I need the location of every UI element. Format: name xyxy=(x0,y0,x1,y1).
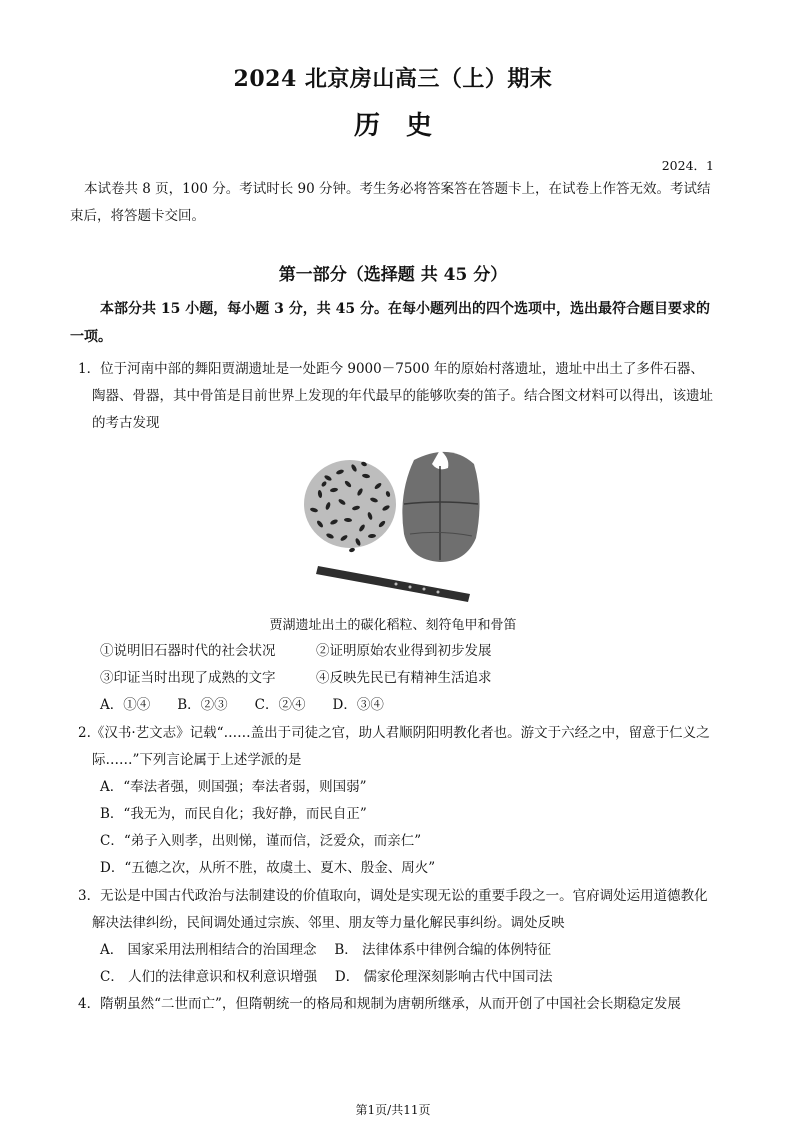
tortoise-shell-image xyxy=(402,450,479,562)
question-2-option-b: B．“我无为，而民自化；我好静，而民自正” xyxy=(100,806,367,822)
question-3-options-ab: A． 国家采用法刑相结合的治国理念 B． 法律体系中律例合编的体例特征 xyxy=(100,942,552,958)
statement-3: ③印证当时出现了成熟的文字 xyxy=(100,670,276,686)
question-3-options-cd: C． 人们的法律意识和权利意识增强 D． 儒家伦理深刻影响古代中国司法 xyxy=(100,969,553,985)
rice-grains-image xyxy=(304,460,396,553)
artifacts-illustration xyxy=(300,438,486,608)
exam-date: 2024．1 xyxy=(661,158,714,173)
statement-4: ④反映先民已有精神生活追求 xyxy=(316,670,492,686)
page-number: 第1页/共11页 xyxy=(355,1103,431,1117)
question-1 xyxy=(70,356,716,437)
document-title: 2024 北京房山高三（上）期末 xyxy=(233,66,553,92)
subject-heading: 历 史 xyxy=(353,111,432,141)
question-2-option-a: A．“奉法者强，则国强；奉法者弱，则国弱” xyxy=(100,779,367,795)
question-3-stem: 3．无讼是中国古代政治与法制建设的价值取向，调处是实现无讼的重要手段之一。官府调处运用道德教化解决法律纠纷，民间调处通过宗族、邻里、朋友等力量化解民事纠纷。调处反映 xyxy=(78,888,708,931)
question-4-stem: 4．隋朝虽然“二世而亡”，但隋朝统一的格局和规制为唐朝所继承，从而开创了中国社会长期稳定发展 xyxy=(78,996,681,1012)
section-title: 第一部分（选择题 共 45 分） xyxy=(278,265,508,285)
jiahu-artifacts-figure xyxy=(300,438,486,608)
question-4 xyxy=(70,991,716,1018)
question-2-option-d: D．“五德之次，从所不胜，故虞土、夏木、殷金、周火” xyxy=(100,860,436,876)
exam-instructions: 本试卷共 8 页，100 分。考试时长 90 分钟。考生务必将答案答在答题卡上，在试卷上作答无效。考试结束后，将答题卡交回。 xyxy=(70,181,711,224)
question-1-stem: 1．位于河南中部的舞阳贾湖遗址是一处距今 9000－7500 年的原始村落遗址，遗址中出土了多件石器、陶器、骨器，其中骨笛是目前世界上发现的年代最早的能够吹奏的笛子。结合图文材料可以得出，该遗址的考古发现 xyxy=(78,361,713,431)
statement-2: ②证明原始农业得到初步发展 xyxy=(316,643,492,659)
figure-caption: 贾湖遗址出土的碳化稻粒、刻符龟甲和骨笛 xyxy=(269,618,517,633)
question-3 xyxy=(70,883,716,937)
question-2-stem: 2.《汉书·艺文志》记载“……盖出于司徒之官，助人君顺阴阳明教化者也。游文于六经之中，留意于仁义之际……”下列言论属于上述学派的是 xyxy=(78,725,710,768)
question-1-options: A．①④ B．②③ C．②④ D．③④ xyxy=(100,697,384,713)
statement-1: ①说明旧石器时代的社会状况 xyxy=(100,643,276,659)
question-2-option-c: C．“弟子入则孝，出则悌，谨而信，泛爱众，而亲仁” xyxy=(100,833,422,849)
bone-flute-image xyxy=(316,566,470,602)
question-2 xyxy=(70,720,716,774)
section-instructions: 本部分共 15 小题，每小题 3 分，共 45 分。在每小题列出的四个选项中，选出最符合题目要求的一项。 xyxy=(70,301,710,345)
